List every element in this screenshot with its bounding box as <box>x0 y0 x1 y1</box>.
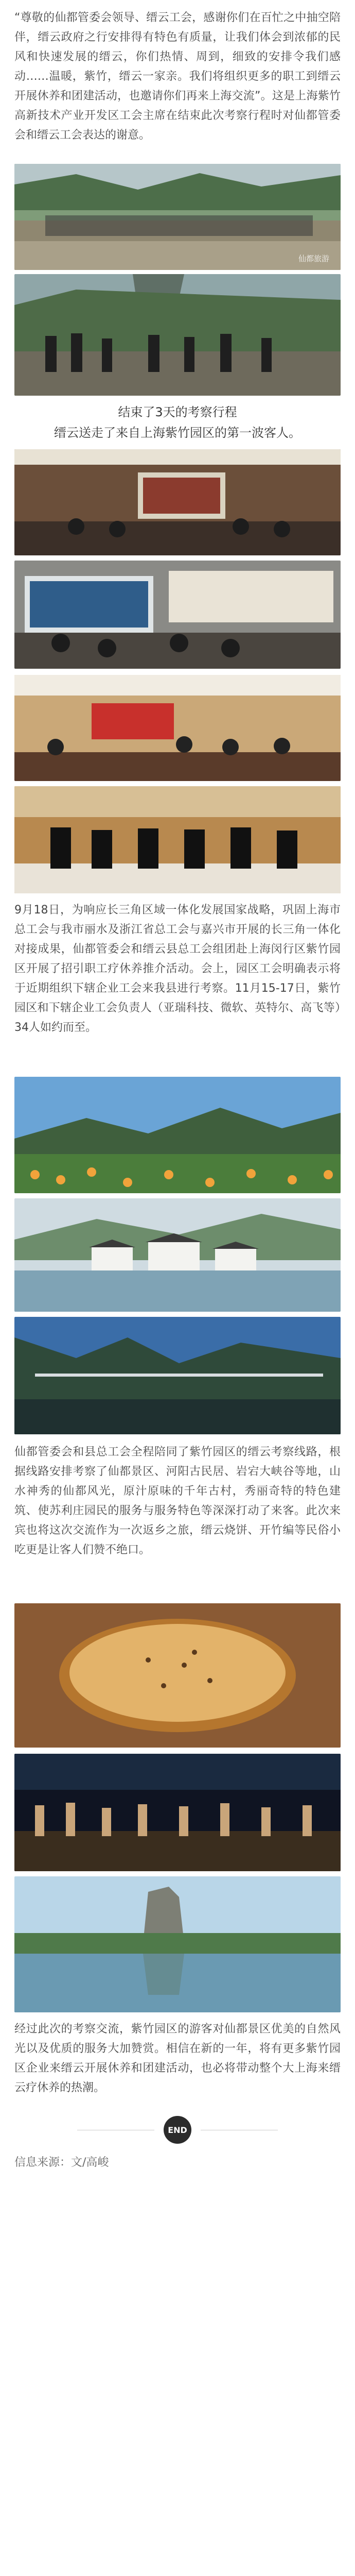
caption-line-2: 缙云送走了来自上海紫竹园区的第一波客人。 <box>54 426 301 440</box>
body-paragraph-1: 9月18日，为响应长三角区域一体化发展国家战略，巩固上海市总工会与我市丽水及浙江省总工会与嘉兴市开展的长三角一体化对接成果，仙都管委会和缙云县总工会组团赴上海闵行区紫竹园区开展了招引职工疗休养推介活动。会上，园区工会明确表示将于近期组织下辖企业工会来我县进行考察。11月15-17日，紫竹园区和下辖企业工会负责人（亚瑞科技、微软、英特尔、高飞等）34人如约而至。 <box>14 904 341 1034</box>
caption-line-1: 结束了3天的考察行程 <box>118 405 237 419</box>
photo-village-water <box>14 1198 341 1312</box>
photo-group-desk <box>14 786 341 893</box>
end-mark <box>14 2114 341 2145</box>
photo-meeting-presentation <box>14 561 341 669</box>
photo-canyon-bridge <box>14 1317 341 1434</box>
photo-watermark: 仙都旅游 <box>298 254 329 263</box>
body-paragraph-3: 经过此次的考察交流，紫竹园区的游客对仙都景区优美的自然风光以及优质的服务大加赞赏。相信在新的一年，将有更多紫竹园区企业来缙云开展休养和团建活动，也必将带动整个大上海来缙云疗休养的热潮。 <box>14 2023 341 2094</box>
source-credit: 信息来源：文/高峻 <box>14 2156 109 2169</box>
photo-flatbread <box>14 1603 341 1748</box>
photo-night-dance <box>14 1754 341 1871</box>
intro-paragraph: “尊敬的仙都管委会领导、缙云工会，感谢你们在百忙之中抽空陪伴，缙云政府之行安排得有特色有质量，让我们体会到浓郁的民风和快速发展的缙云，你们热情、周到，细致的安排令我们感动……温暖，紫竹，缙云一家亲。我们将组织更多的职工到缙云开展休养和团建活动，也邀请你们再来上海交流”。这是上海紫竹高新技术产业开发区工会主席在结束此次考察行程时对仙都管委会和缙云工会表达的谢意。 <box>14 11 341 142</box>
photo-conference-table <box>14 675 341 781</box>
photo-meeting-projection <box>14 449 341 555</box>
body-paragraph-2: 仙都管委会和县总工会全程陪同了紫竹园区的缙云考察线路，根据线路安排考察了仙都景区、河阳古民居、岩宕大峡谷等地，山水神秀的仙都风光，原汁原味的千年古村，秀丽奇特的特色建筑、使苏利庄园民的服务与服务特色等深深打动了来客。此次来宾也将这次交流作为一次返乡之旅，缙云烧饼、开竹编等民俗小吃更是让客人们赞不绝口。 <box>14 1446 341 1556</box>
photo-flowers-mountain <box>14 1077 341 1193</box>
photo-group-scenic <box>14 164 341 270</box>
photo-mountain-path <box>14 274 341 396</box>
end-badge: END <box>164 2116 191 2144</box>
photo-peak-lake <box>14 1876 341 2012</box>
